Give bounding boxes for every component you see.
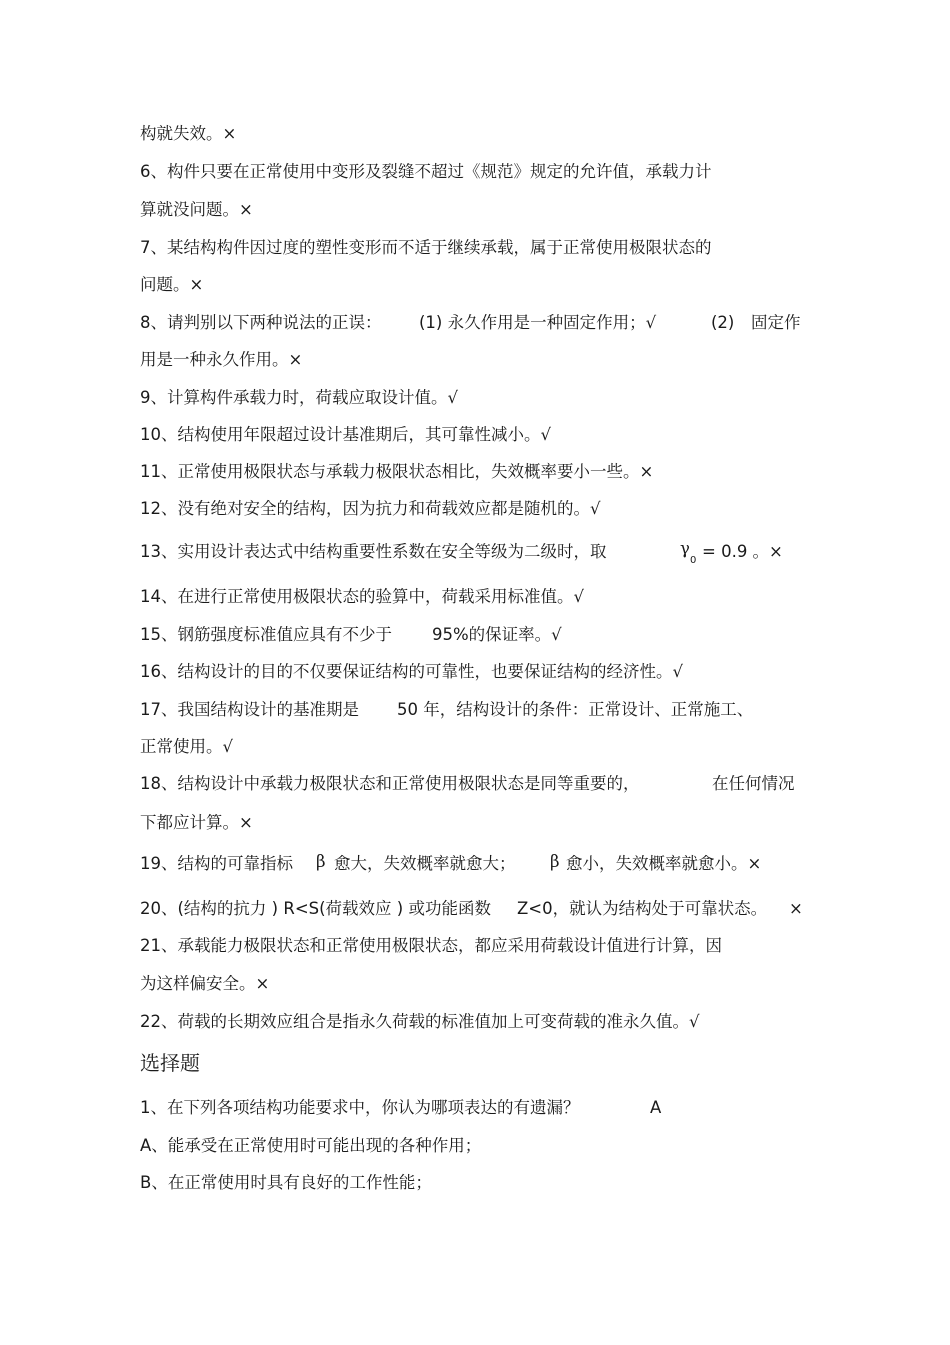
text-line: 11、正常使用极限状态与承载力极限状态相比，失效概率要小一些。× bbox=[140, 462, 654, 481]
beta-symbol: β bbox=[316, 852, 326, 871]
question-answer: A bbox=[650, 1098, 662, 1117]
text-line: 7、某结构构件因过度的塑性变形而不适于继续承载，属于正常使用极限状态的 bbox=[140, 238, 712, 257]
text-line: 22、荷载的长期效应组合是指永久荷载的标准值加上可变荷载的准永久值。√ bbox=[140, 1012, 700, 1031]
text-segment: Z<0，就认为结构处于可靠状态。 bbox=[517, 899, 768, 918]
text-segment: 8、请判别以下两种说法的正误： bbox=[140, 313, 382, 332]
option-b: B、在正常使用时具有良好的工作性能； bbox=[140, 1173, 432, 1192]
text-segment: 95%的保证率。√ bbox=[432, 625, 562, 644]
text-line: 16、结构设计的目的不仅要保证结构的可靠性，也要保证结构的经济性。√ bbox=[140, 662, 684, 681]
option-a: A、能承受在正常使用时可能出现的各种作用； bbox=[140, 1136, 482, 1155]
gamma-symbol: γ bbox=[680, 539, 690, 558]
text-line: 9、计算构件承载力时，荷载应取设计值。√ bbox=[140, 388, 459, 407]
text-line-q8 bbox=[140, 312, 810, 334]
text-line: 正常使用。√ bbox=[140, 737, 234, 756]
question-text: 1、在下列各项结构功能要求中，你认为哪项表达的有遗漏？ bbox=[140, 1098, 580, 1117]
text-segment: 20、(结构的抗力 ) R<S(荷载效应 ) 或功能函数 bbox=[140, 899, 491, 918]
text-segment: 愈大，失效概率就愈大； bbox=[334, 854, 516, 873]
text-segment: 固定作 bbox=[751, 313, 801, 332]
text-line-q13 bbox=[140, 539, 790, 566]
text-segment: 50 年，结构设计的条件：正常设计、正常施工、 bbox=[397, 700, 754, 719]
text-line: 21、承载能力极限状态和正常使用极限状态，都应采用荷载设计值进行计算，因 bbox=[140, 936, 722, 955]
text-segment: 13、实用设计表达式中结构重要性系数在安全等级为二级时，取 bbox=[140, 542, 607, 561]
text-segment: = 0.9 。× bbox=[702, 542, 783, 561]
text-line: 构就失效。× bbox=[140, 124, 237, 143]
text-line: 问题。× bbox=[140, 275, 204, 294]
text-segment: 在任何情况 bbox=[712, 774, 795, 793]
text-segment: (2) bbox=[711, 313, 735, 332]
text-line: 下都应计算。× bbox=[140, 813, 253, 832]
text-line-q20 bbox=[140, 898, 810, 920]
text-line-q15 bbox=[140, 624, 590, 646]
subscript-zero: 0 bbox=[690, 555, 697, 566]
text-line: 10、结构使用年限超过设计基准期后，其可靠性减小。√ bbox=[140, 425, 552, 444]
text-segment: 17、我国结构设计的基准期是 bbox=[140, 700, 359, 719]
text-line: 算就没问题。× bbox=[140, 200, 253, 219]
text-line-q19 bbox=[140, 853, 785, 875]
text-segment: 愈小，失效概率就愈小。× bbox=[566, 854, 762, 873]
beta-symbol: β bbox=[550, 852, 560, 871]
text-line: 为这样偏安全。× bbox=[140, 974, 270, 993]
text-line: 用是一种永久作用。× bbox=[140, 350, 303, 369]
text-segment: (1) 永久作用是一种固定作用；√ bbox=[419, 313, 657, 332]
text-line: 14、在进行正常使用极限状态的验算中，荷载采用标准值。√ bbox=[140, 587, 585, 606]
text-line-q18 bbox=[140, 773, 805, 795]
text-segment: 18、结构设计中承载力极限状态和正常使用极限状态是同等重要的， bbox=[140, 774, 640, 793]
text-line: 6、构件只要在正常使用中变形及裂缝不超过《规范》规定的允许值，承载力计 bbox=[140, 162, 712, 181]
text-segment: × bbox=[789, 899, 803, 918]
question-line bbox=[140, 1097, 670, 1119]
text-segment: 19、结构的可靠指标 bbox=[140, 854, 293, 873]
text-line-q17 bbox=[140, 699, 790, 721]
text-segment: 15、钢筋强度标准值应具有不少于 bbox=[140, 625, 392, 644]
text-line: 12、没有绝对安全的结构，因为抗力和荷载效应都是随机的。√ bbox=[140, 499, 601, 518]
section-title: 选择题 bbox=[140, 1051, 200, 1075]
